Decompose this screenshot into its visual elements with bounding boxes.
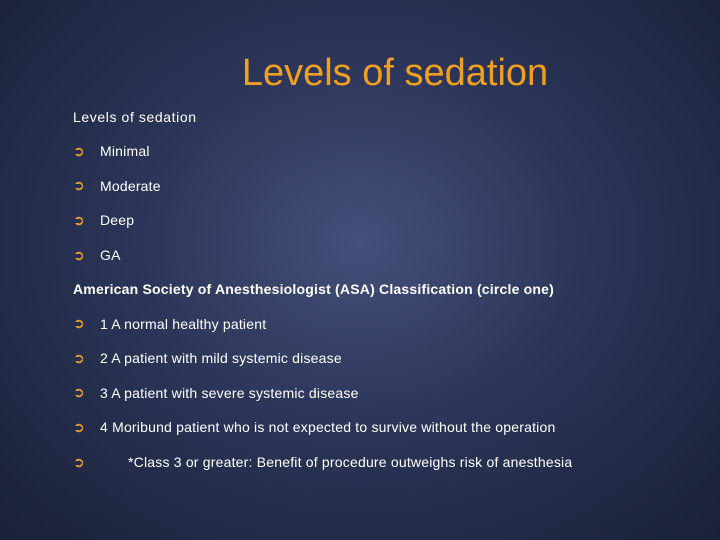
bullet-arrow-icon: ➲ (73, 246, 85, 263)
asa-list (73, 306, 693, 479)
bullet-arrow-icon: ➲ (73, 384, 85, 401)
list-item (73, 203, 693, 238)
bullet-arrow-icon: ➲ (73, 211, 85, 228)
bullet-arrow-icon: ➲ (73, 349, 85, 366)
list-item-note (73, 445, 693, 480)
list-item (73, 376, 693, 411)
list-item-text: 1 A normal healthy patient (100, 315, 267, 332)
list-item (73, 410, 693, 445)
list-item (73, 238, 693, 273)
slide-content (73, 108, 693, 479)
section-heading-asa: American Society of Anesthesiologist (ASA) Classification (circle one) (73, 281, 555, 298)
list-item (73, 341, 693, 376)
levels-list (73, 134, 693, 272)
list-item-text: Minimal (100, 143, 150, 160)
list-item-text: 2 A patient with mild systemic disease (100, 350, 342, 367)
list-item (73, 134, 693, 169)
list-item-text: Moderate (100, 177, 161, 194)
bullet-arrow-icon: ➲ (73, 418, 85, 435)
section-heading-levels: Levels of sedation (73, 109, 197, 125)
bullet-arrow-icon: ➲ (73, 177, 85, 194)
list-item (73, 169, 693, 204)
bullet-arrow-icon: ➲ (73, 315, 85, 332)
list-item-text: 4 Moribund patient who is not expected to survive without the operation (100, 419, 556, 436)
list-item-text: GA (100, 247, 121, 264)
list-item-text: Deep (100, 212, 135, 229)
asa-note: *Class 3 or greater: Benefit of procedure outweighs risk of anesthesia (128, 454, 573, 471)
list-item-text: 3 A patient with severe systemic disease (100, 384, 359, 401)
slide-title: Levels of sedation (241, 52, 549, 94)
bullet-arrow-icon: ➲ (73, 142, 85, 159)
list-item (73, 306, 693, 341)
bullet-arrow-icon: ➲ (73, 453, 85, 470)
